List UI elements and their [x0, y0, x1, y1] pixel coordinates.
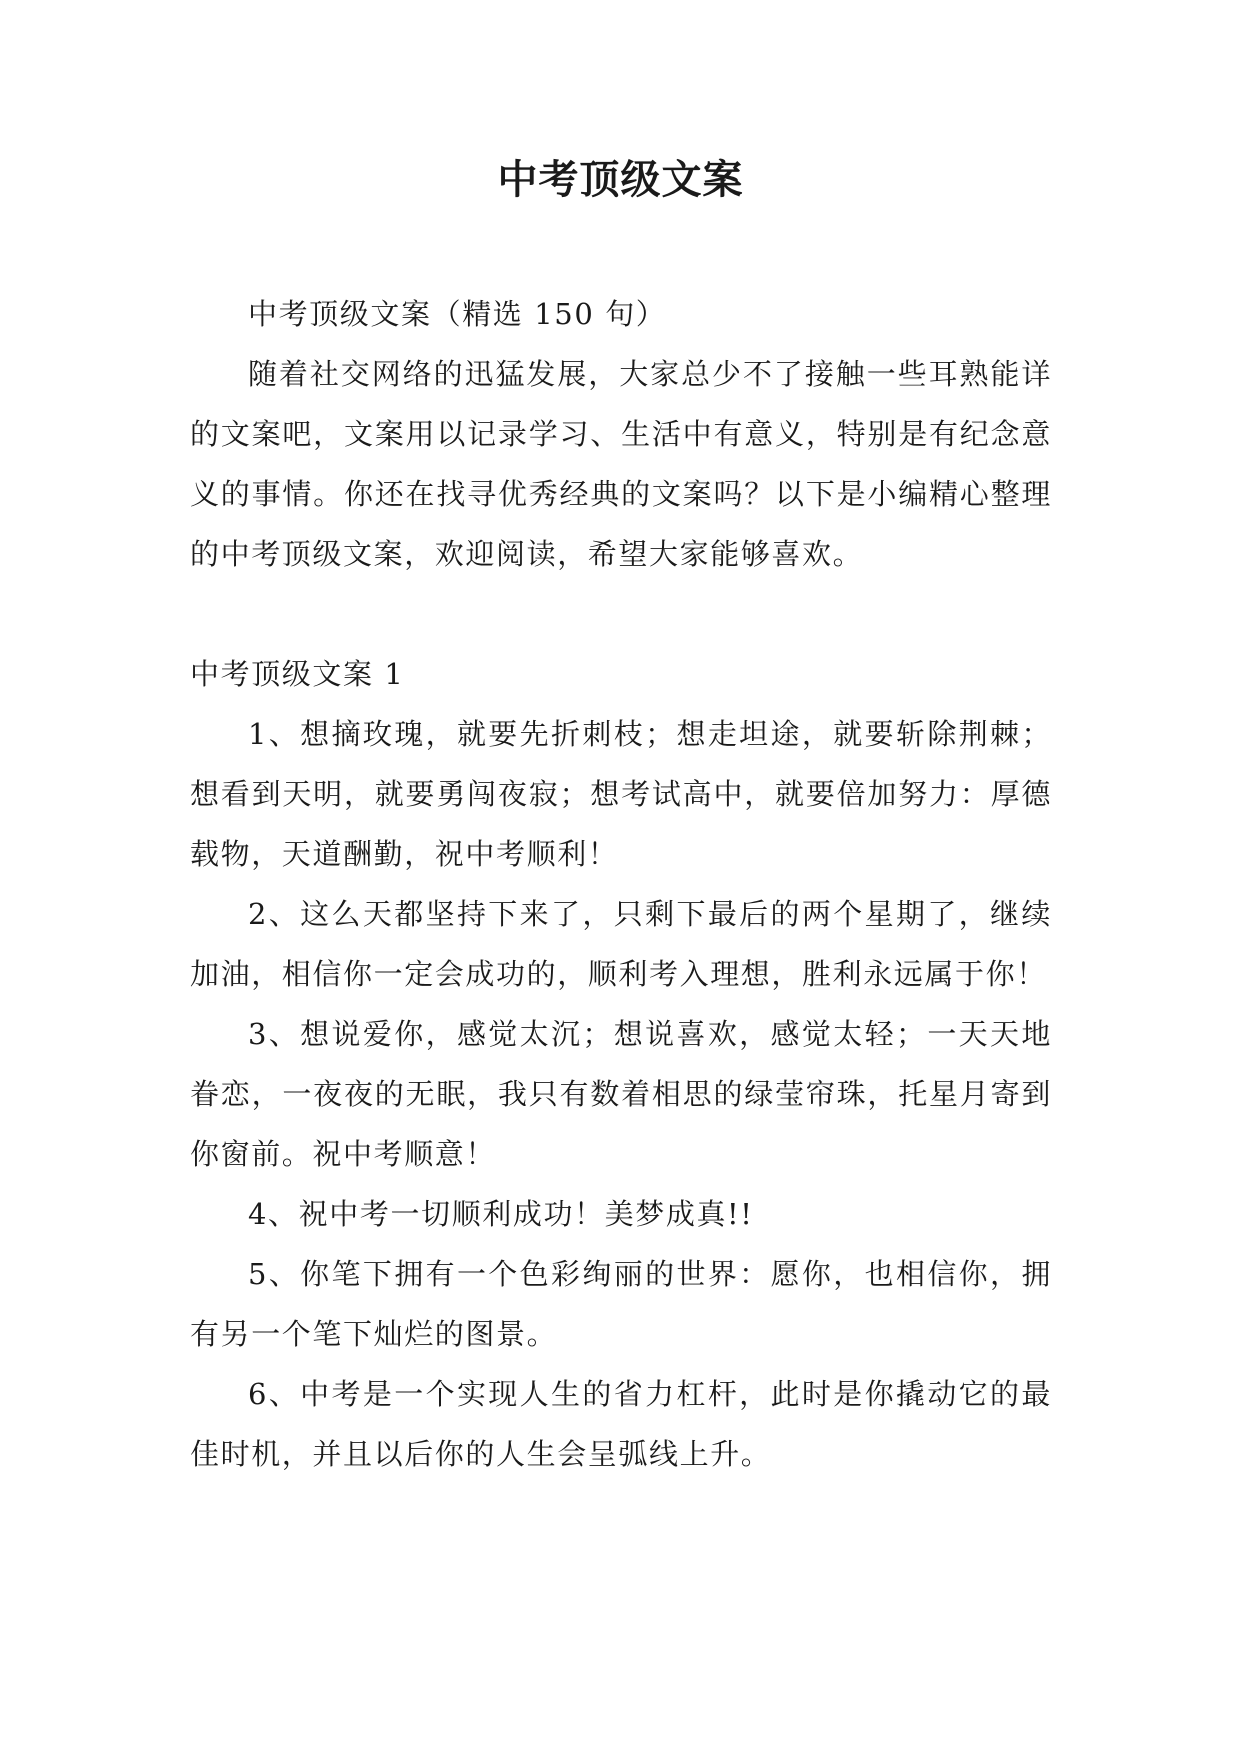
document-body [190, 284, 1052, 1484]
list-item: 5、你笔下拥有一个色彩绚丽的世界：愿你，也相信你，拥有另一个笔下灿烂的图景。 [190, 1257, 1052, 1351]
list-item: 2、这么天都坚持下来了，只剩下最后的两个星期了，继续加油，相信你一定会成功的，顺利考入理想，胜利永远属于你！ [190, 897, 1052, 991]
document-title: 中考顶级文案 [497, 157, 744, 203]
subtitle-paragraph: 中考顶级文案（精选 150 句） [248, 297, 667, 331]
list-item: 6、中考是一个实现人生的省力杠杆，此时是你撬动它的最佳时机，并且以后你的人生会呈弧线上升。 [190, 1377, 1052, 1471]
section-heading: 中考顶级文案 1 [190, 657, 405, 691]
intro-paragraph: 随着社交网络的迅猛发展，大家总少不了接触一些耳熟能详的文案吧，文案用以记录学习、生活中有意义，特别是有纪念意义的事情。你还在找寻优秀经典的文案吗？以下是小编精心整理的中考顶级文案，欢迎阅读，希望大家能够喜欢。 [190, 357, 1052, 571]
list-item: 4、祝中考一切顺利成功！美梦成真!! [248, 1197, 754, 1231]
list-item: 3、想说爱你，感觉太沉；想说喜欢，感觉太轻；一天天地眷恋，一夜夜的无眠，我只有数着相思的绿莹帘珠，托星月寄到你窗前。祝中考顺意！ [190, 1017, 1052, 1171]
list-item: 1、想摘玫瑰，就要先折刺枝；想走坦途，就要斩除荆棘；想看到天明，就要勇闯夜寂；想考试高中，就要倍加努力：厚德载物，天道酬勤，祝中考顺利！ [190, 717, 1052, 871]
